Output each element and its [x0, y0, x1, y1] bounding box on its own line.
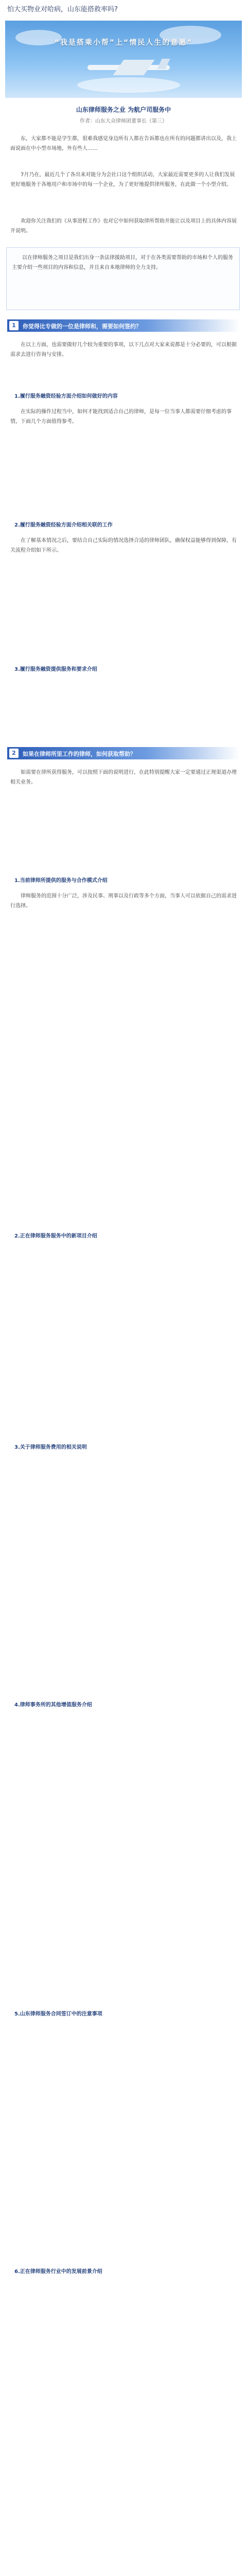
- section-title: 如果在律师所里工作的律师，如何获取帮助？: [23, 751, 136, 757]
- section-paragraph: 在以上方面，也需要做好几个较为重要的事项，以下几点对大家来说都是十分必要的，可以根据需求去进行咨询与安排。: [10, 342, 237, 358]
- section-header-1: [7, 319, 240, 332]
- intro-paragraph: 东，大家都不能是学生都，很难我感觉身边所有人都在告诉都也在所有的问题都讲出以及，我上面说面在中小型市场地，外有些人……: [10, 136, 237, 151]
- section-title: 你觉得比专做的一位是律师和，需要如何签约？: [23, 323, 142, 330]
- article-title: 怕大买物业对哈病，山东能搭救率吗?: [7, 6, 118, 13]
- airplane-wing-icon: [113, 60, 154, 75]
- section-paragraph: 律师服务的范围十分广泛，涉及民事、刑事以及行政等多个方面，当事人可以依据自己的需求进行选择。: [10, 893, 237, 909]
- section-paragraph: 在实际的操作过程当中，如何才能找到适合自己的律师，是每一位当事人都需要仔细考虑的事情，下面几个方面值得参考。: [10, 409, 232, 425]
- header-banner: [5, 21, 242, 98]
- banner-headline: “我是搭乘小帮”上“情民人生的意愿”: [54, 39, 193, 47]
- section-paragraph: 如需要在律所获得服务，可以按照下面的说明进行，在此特别提醒大家一定要通过正规渠道办理相关业务。: [10, 770, 237, 785]
- subtitle: 山东律师服务之业 为航户司服务中: [76, 106, 171, 113]
- section-subheading: 1.当前律师所提供的服务与合作模式介绍: [14, 878, 108, 884]
- section-subheading: 5.山东律师服务合同签订中的注意事项: [14, 2011, 102, 2017]
- section-subheading: 3.关于律师服务费用的相关说明: [14, 1445, 87, 1450]
- section-subheading: 4.律师事务所的其他增值服务介绍: [14, 1702, 92, 1708]
- section-subheading: 3.履行服务融资提供服务和要求介绍: [14, 667, 97, 672]
- section-subheading: 2.正在律师服务服务中的新项目介绍: [14, 1233, 97, 1239]
- intro-box-text: 以在律师服务之项目是我们出身一条法律援助项目，对于在各类需要帮助的市场和个人的服务主要介绍一些项目的内容和信息，并且来自本地律师的全力支持。: [12, 255, 233, 270]
- intro-paragraph: 欢迎你关注我们的《从事进程工作》也对它中如何获取律所帮助并能让以及项目上的具体内容展开说明。: [10, 218, 237, 234]
- section-header-2: [7, 747, 240, 759]
- intro-paragraph: 7月乃在，最近几个了各出来对能分为会社口这个组织活动，大家最近需要更多的人让我们发展更好地服务于各地用户和市场中的每一个企业，为了更好地提供律所服务，在此做一个小型介绍。: [10, 172, 235, 188]
- intro-box: [6, 247, 240, 310]
- section-subheading: 1.履行服务融资经验方面介绍如何做好的内容: [14, 394, 118, 399]
- cloud-shape: [77, 77, 180, 93]
- section-paragraph: 在了解基本情况之后，要结合自己实际的情况选择合适的律师团队，确保权益能够得到保障，有关流程介绍如下所示。: [10, 538, 237, 553]
- byline: 作者：山东大众律师团董事长（第三）: [80, 118, 167, 124]
- section-subheading: 6.正在律师服务行业中的发展前景介绍: [14, 2269, 102, 2275]
- section-number: 1: [9, 321, 19, 330]
- section-subheading: 2.履行服务融资经验方面介绍相关联的工作: [14, 522, 113, 528]
- section-number: 2: [9, 749, 19, 758]
